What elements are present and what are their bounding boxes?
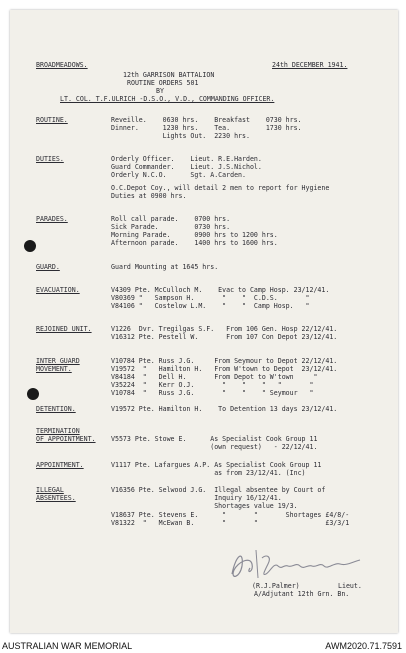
parades-label: PARADES. — [36, 215, 68, 223]
accession-number: AWM2020.71.7591 — [325, 641, 402, 651]
illegal-line: V18637 Pte. Stevens E. " " Shortages £4/8/- — [111, 511, 350, 519]
illegal-line: Inquiry 16/12/41. — [111, 494, 282, 502]
interguard-line: V84184 " Dell H. From Depot to W'town " — [111, 373, 318, 381]
routine-label: ROUTINE. — [36, 116, 68, 124]
rejoined-line: V1226 Dvr. Tregilgas S.F. From 106 Gen. Hosp 22/12/41. — [111, 325, 338, 333]
rejoined-line: V16312 Pte. Pestell W. From 107 Con Depot 23/12/41. — [111, 333, 338, 341]
footer-bar — [0, 638, 406, 653]
parades-line: Sick Parade. 0730 hrs. — [111, 223, 231, 231]
termination-line: (own request) - 22/12/41. — [111, 443, 318, 451]
illegal-label: ILLEGAL — [36, 486, 64, 494]
routine-line: Dinner. 1230 hrs. Tea. 1730 hrs. — [111, 124, 302, 132]
order-sheet — [10, 10, 398, 633]
duties-line: Orderly N.C.O. Sgt. A.Carden. — [111, 171, 246, 179]
evacuation-line: V80369 " Sampson H. " " C.D.S. " — [111, 294, 310, 302]
interguard-line: V10784 Pte. Russ J.G. From Seymour to Depot 22/12/41. — [111, 357, 338, 365]
duties-line: Orderly Officer. Lieut. R.E.Harden. — [111, 155, 262, 163]
duties-label: DUTIES. — [36, 155, 64, 163]
parades-line: Morning Parade. 0900 hrs to 1200 hrs. — [111, 231, 278, 239]
evacuation-line: V84106 " Costelow L.M. " " Camp Hosp. " — [111, 302, 310, 310]
illegal-line: V81322 " McEwan B. " " £3/3/1 — [111, 519, 350, 527]
interguard-label: MOVEMENT. — [36, 365, 72, 373]
detention-text: V19572 Pte. Hamilton H. To Detention 13 days 23/12/41. — [111, 405, 338, 413]
guard-text: Guard Mounting at 1645 hrs. — [111, 263, 219, 271]
signatory-role: A/Adjutant 12th Grn. Bn. — [254, 590, 350, 598]
appointment-line: as from 23/12/41. (Inc) — [111, 469, 306, 477]
illegal-line: Shortages value 19/3. — [111, 502, 298, 510]
orders-title: ROUTINE ORDERS 501 — [127, 79, 199, 87]
by-line: BY — [156, 87, 164, 95]
evacuation-label: EVACUATION. — [36, 286, 80, 294]
signatory-name: (R.J.Palmer) — [252, 582, 300, 590]
punch-hole-upper — [24, 240, 36, 252]
duties-line: Guard Commander. Lieut. J.S.Nichol. — [111, 163, 262, 171]
duties-note: Duties at 0900 hrs. — [111, 192, 187, 200]
parades-line: Roll call parade. 0700 hrs. — [111, 215, 231, 223]
guard-label: GUARD. — [36, 263, 60, 271]
illegal-line: V16356 Pte. Selwood J.G. Illegal absentee by Court of — [111, 486, 326, 494]
routine-line: Reveille. 0630 hrs. Breakfast 0730 hrs. — [111, 116, 302, 124]
archive-name: AUSTRALIAN WAR MEMORIAL — [2, 641, 133, 651]
battalion-title: 12th GARRISON BATTALION — [123, 71, 215, 79]
interguard-line: V19572 " Hamilton H. From W'town to Depot 23/12/41. — [111, 365, 338, 373]
interguard-line: V10784 " Russ J.G. " " " Seymour " — [111, 389, 314, 397]
handwritten-signature — [222, 544, 372, 586]
parades-line: Afternoon parade. 1400 hrs to 1600 hrs. — [111, 239, 278, 247]
appointment-label: APPOINTMENT. — [36, 461, 84, 469]
interguard-label: INTER GUARD — [36, 357, 80, 365]
signatory-rank: Lieut. — [338, 582, 362, 590]
location-heading: BROADMEADOWS. — [36, 61, 88, 69]
commanding-officer-line: LT. COL. T.F.ULRICH -D.S.O., V.D., COMMANDING OFFICER. — [60, 95, 275, 103]
illegal-label: ABSENTEES. — [36, 494, 76, 502]
termination-label: TERMINATION — [36, 427, 80, 435]
appointment-line: V1117 Pte. Lafargues A.P. As Specialist Cook Group 11 — [111, 461, 322, 469]
routine-line: Lights Out. 2230 hrs. — [111, 132, 250, 140]
rejoined-label: REJOINED UNIT. — [36, 325, 92, 333]
evacuation-line: V4309 Pte. McCulloch M. Evac to Camp Hosp. 23/12/41. — [111, 286, 330, 294]
termination-line: V5573 Pte. Stowe E. As Specialist Cook Group 11 — [111, 435, 318, 443]
punch-hole-lower — [27, 388, 39, 400]
date-heading: 24th DECEMBER 1941. — [272, 61, 348, 69]
termination-label: OF APPOINTMENT. — [36, 435, 96, 443]
duties-note: O.C.Depot Coy., will detail 2 men to report for Hygiene — [111, 184, 330, 192]
detention-label: DETENTION. — [36, 405, 76, 413]
interguard-line: V35224 " Kerr O.J. " " " " " — [111, 381, 314, 389]
